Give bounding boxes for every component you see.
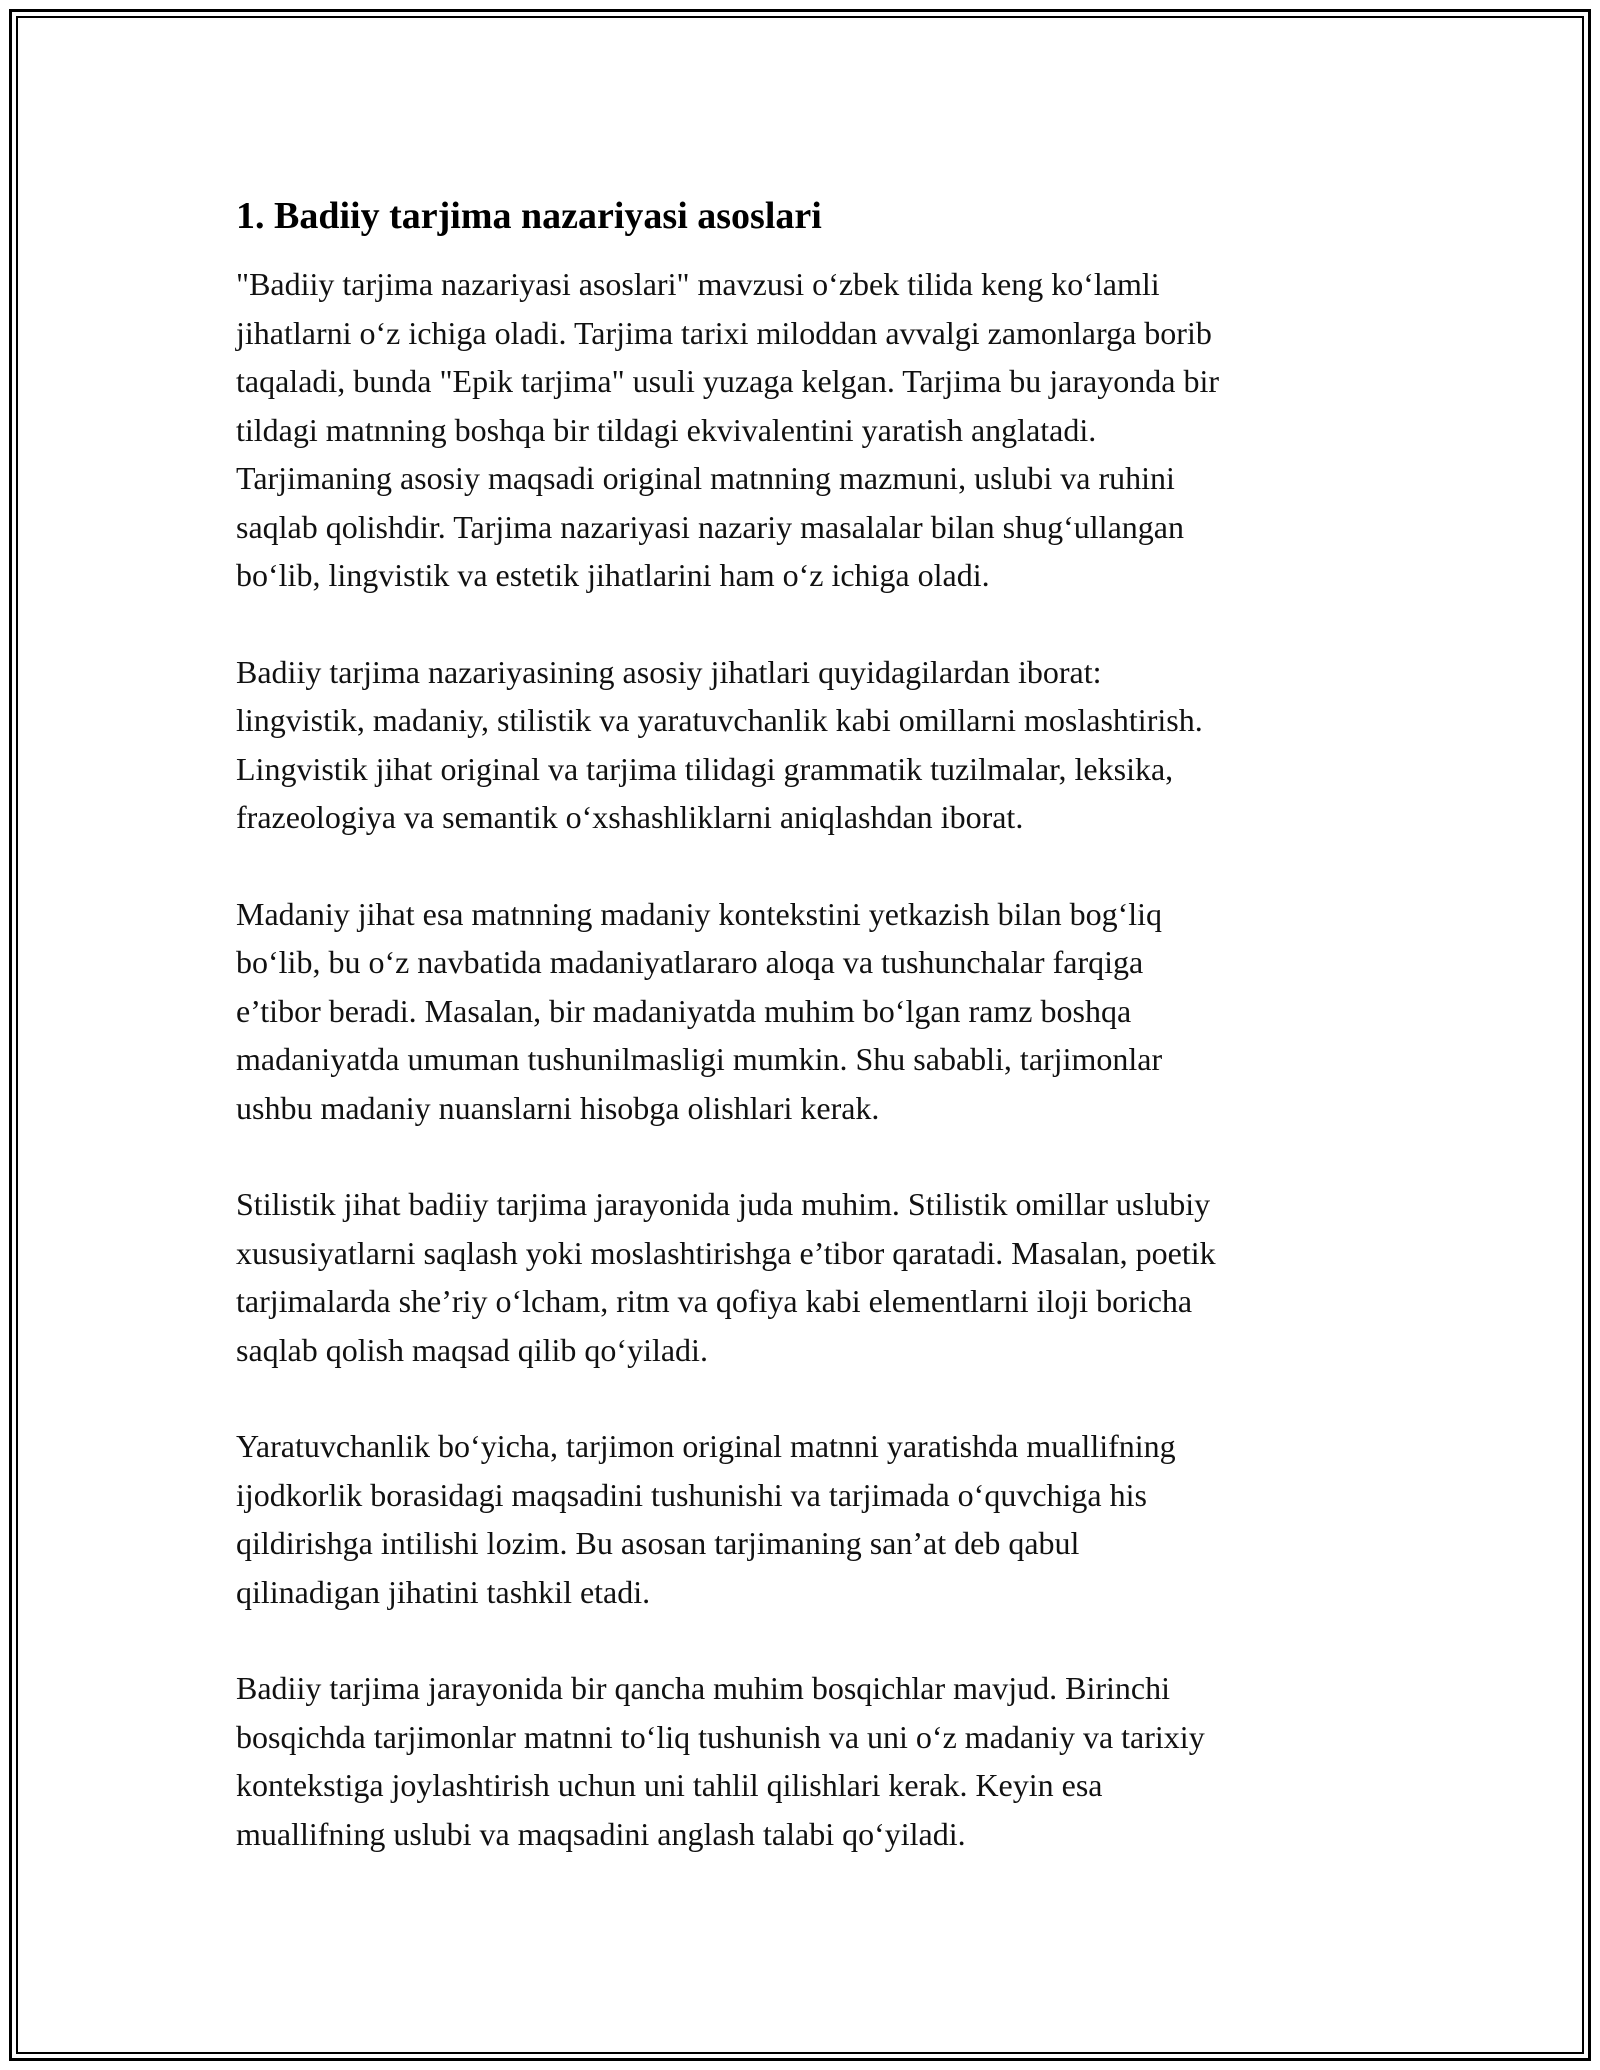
paragraph-line: bosqichda tarjimonlar matnni to‘liq tushunish va uni o‘z madaniy va tarixiy <box>236 1718 1205 1755</box>
paragraph-line: taqaladi, bunda "Epik tarjima" usuli yuzaga kelgan. Tarjima bu jarayonda bir <box>236 363 1219 399</box>
paragraph-line: ushbu madaniy nuanslarni hisobga olishlari kerak. <box>236 1089 880 1126</box>
paragraph-line: saqlab qolish maqsad qilib qo‘yiladi. <box>236 1331 708 1368</box>
paragraph-line: lingvistik, madaniy, stilistik va yaratuvchanlik kabi omillarni moslashtirish. <box>236 702 1203 738</box>
paragraph-line: tarjimalarda she’riy o‘lcham, ritm va qofiya kabi elementlarni iloji boricha <box>236 1283 1193 1319</box>
paragraph-stylistic-aspect <box>236 1180 1386 1374</box>
paragraph-line: bo‘lib, bu o‘z navbatida madaniyatlararo aloqa va tushunchalar farqiga <box>236 944 1144 980</box>
paragraph-creativity <box>236 1422 1386 1616</box>
paragraph-line: frazeologiya va semantik o‘xshashliklarni aniqlashdan iborat. <box>236 799 1024 835</box>
paragraph-line: Lingvistik jihat original va tarjima tilidagi grammatik tuzilmalar, leksika, <box>236 750 1174 787</box>
paragraph-line: e’tibor beradi. Masalan, bir madaniyatda muhim bo‘lgan ramz boshqa <box>236 992 1132 1029</box>
paragraph-line: Stilistik jihat badiiy tarjima jarayonida juda muhim. Stilistik omillar uslubiy <box>236 1186 1211 1222</box>
paragraph-line: muallifning uslubi va maqsadini anglash talabi qo‘yiladi. <box>236 1815 966 1852</box>
paragraph-line: bo‘lib, lingvistik va estetik jihatlarini ham o‘z ichiga oladi. <box>236 557 990 593</box>
paragraph-line: Badiiy tarjima nazariyasining asosiy jihatlari quyidagilardan iborat: <box>236 653 1102 690</box>
section-title: 1. Badiiy tarjima nazariyasi asoslari <box>236 195 822 237</box>
paragraph-cultural-aspect <box>236 890 1386 1133</box>
paragraph-intro <box>236 260 1386 600</box>
paragraph-stages <box>236 1664 1386 1858</box>
paragraph-line: "Badiiy tarjima nazariyasi asoslari" mavzusi o‘zbek tilida keng ko‘lamli <box>236 266 1160 302</box>
paragraph-line: Tarjimaning asosiy maqsadi original matnning mazmuni, uslubi va ruhini <box>236 460 1175 496</box>
paragraph-line: jihatlarni o‘z ichiga oladi. Tarjima tarixi miloddan avvalgi zamonlarga borib <box>236 314 1212 351</box>
paragraph-line: qilinadigan jihatini tashkil etadi. <box>236 1573 651 1610</box>
paragraph-line: Badiiy tarjima jarayonida bir qancha muhim bosqichlar mavjud. Birinchi <box>236 1670 1170 1706</box>
paragraph-main-aspects <box>236 648 1386 842</box>
paragraph-line: Yaratuvchanlik bo‘yicha, tarjimon original matnni yaratishda muallifning <box>236 1428 1176 1464</box>
paragraph-line: kontekstiga joylashtirish uchun uni tahlil qilishlari kerak. Keyin esa <box>236 1767 1103 1803</box>
paragraph-line: Madaniy jihat esa matnning madaniy kontekstini yetkazish bilan bog‘liq <box>236 895 1163 932</box>
paragraph-line: xususiyatlarni saqlash yoki moslashtirishga e’tibor qaratadi. Masalan, poetik <box>236 1234 1216 1271</box>
paragraph-line: qildirishga intilishi lozim. Bu asosan tarjimaning san’at deb qabul <box>236 1525 1080 1561</box>
document-content <box>236 180 1386 1906</box>
paragraph-line: madaniyatda umuman tushunilmasligi mumkin. Shu sababli, tarjimonlar <box>236 1041 1163 1077</box>
paragraph-line: ijodkorlik borasidagi maqsadini tushunishi va tarjimada o‘quvchiga his <box>236 1476 1147 1513</box>
paragraph-line: tildagi matnning boshqa bir tildagi ekvivalentini yaratish anglatadi. <box>236 411 1097 448</box>
paragraph-line: saqlab qolishdir. Tarjima nazariyasi nazariy masalalar bilan shug‘ullangan <box>236 508 1184 545</box>
